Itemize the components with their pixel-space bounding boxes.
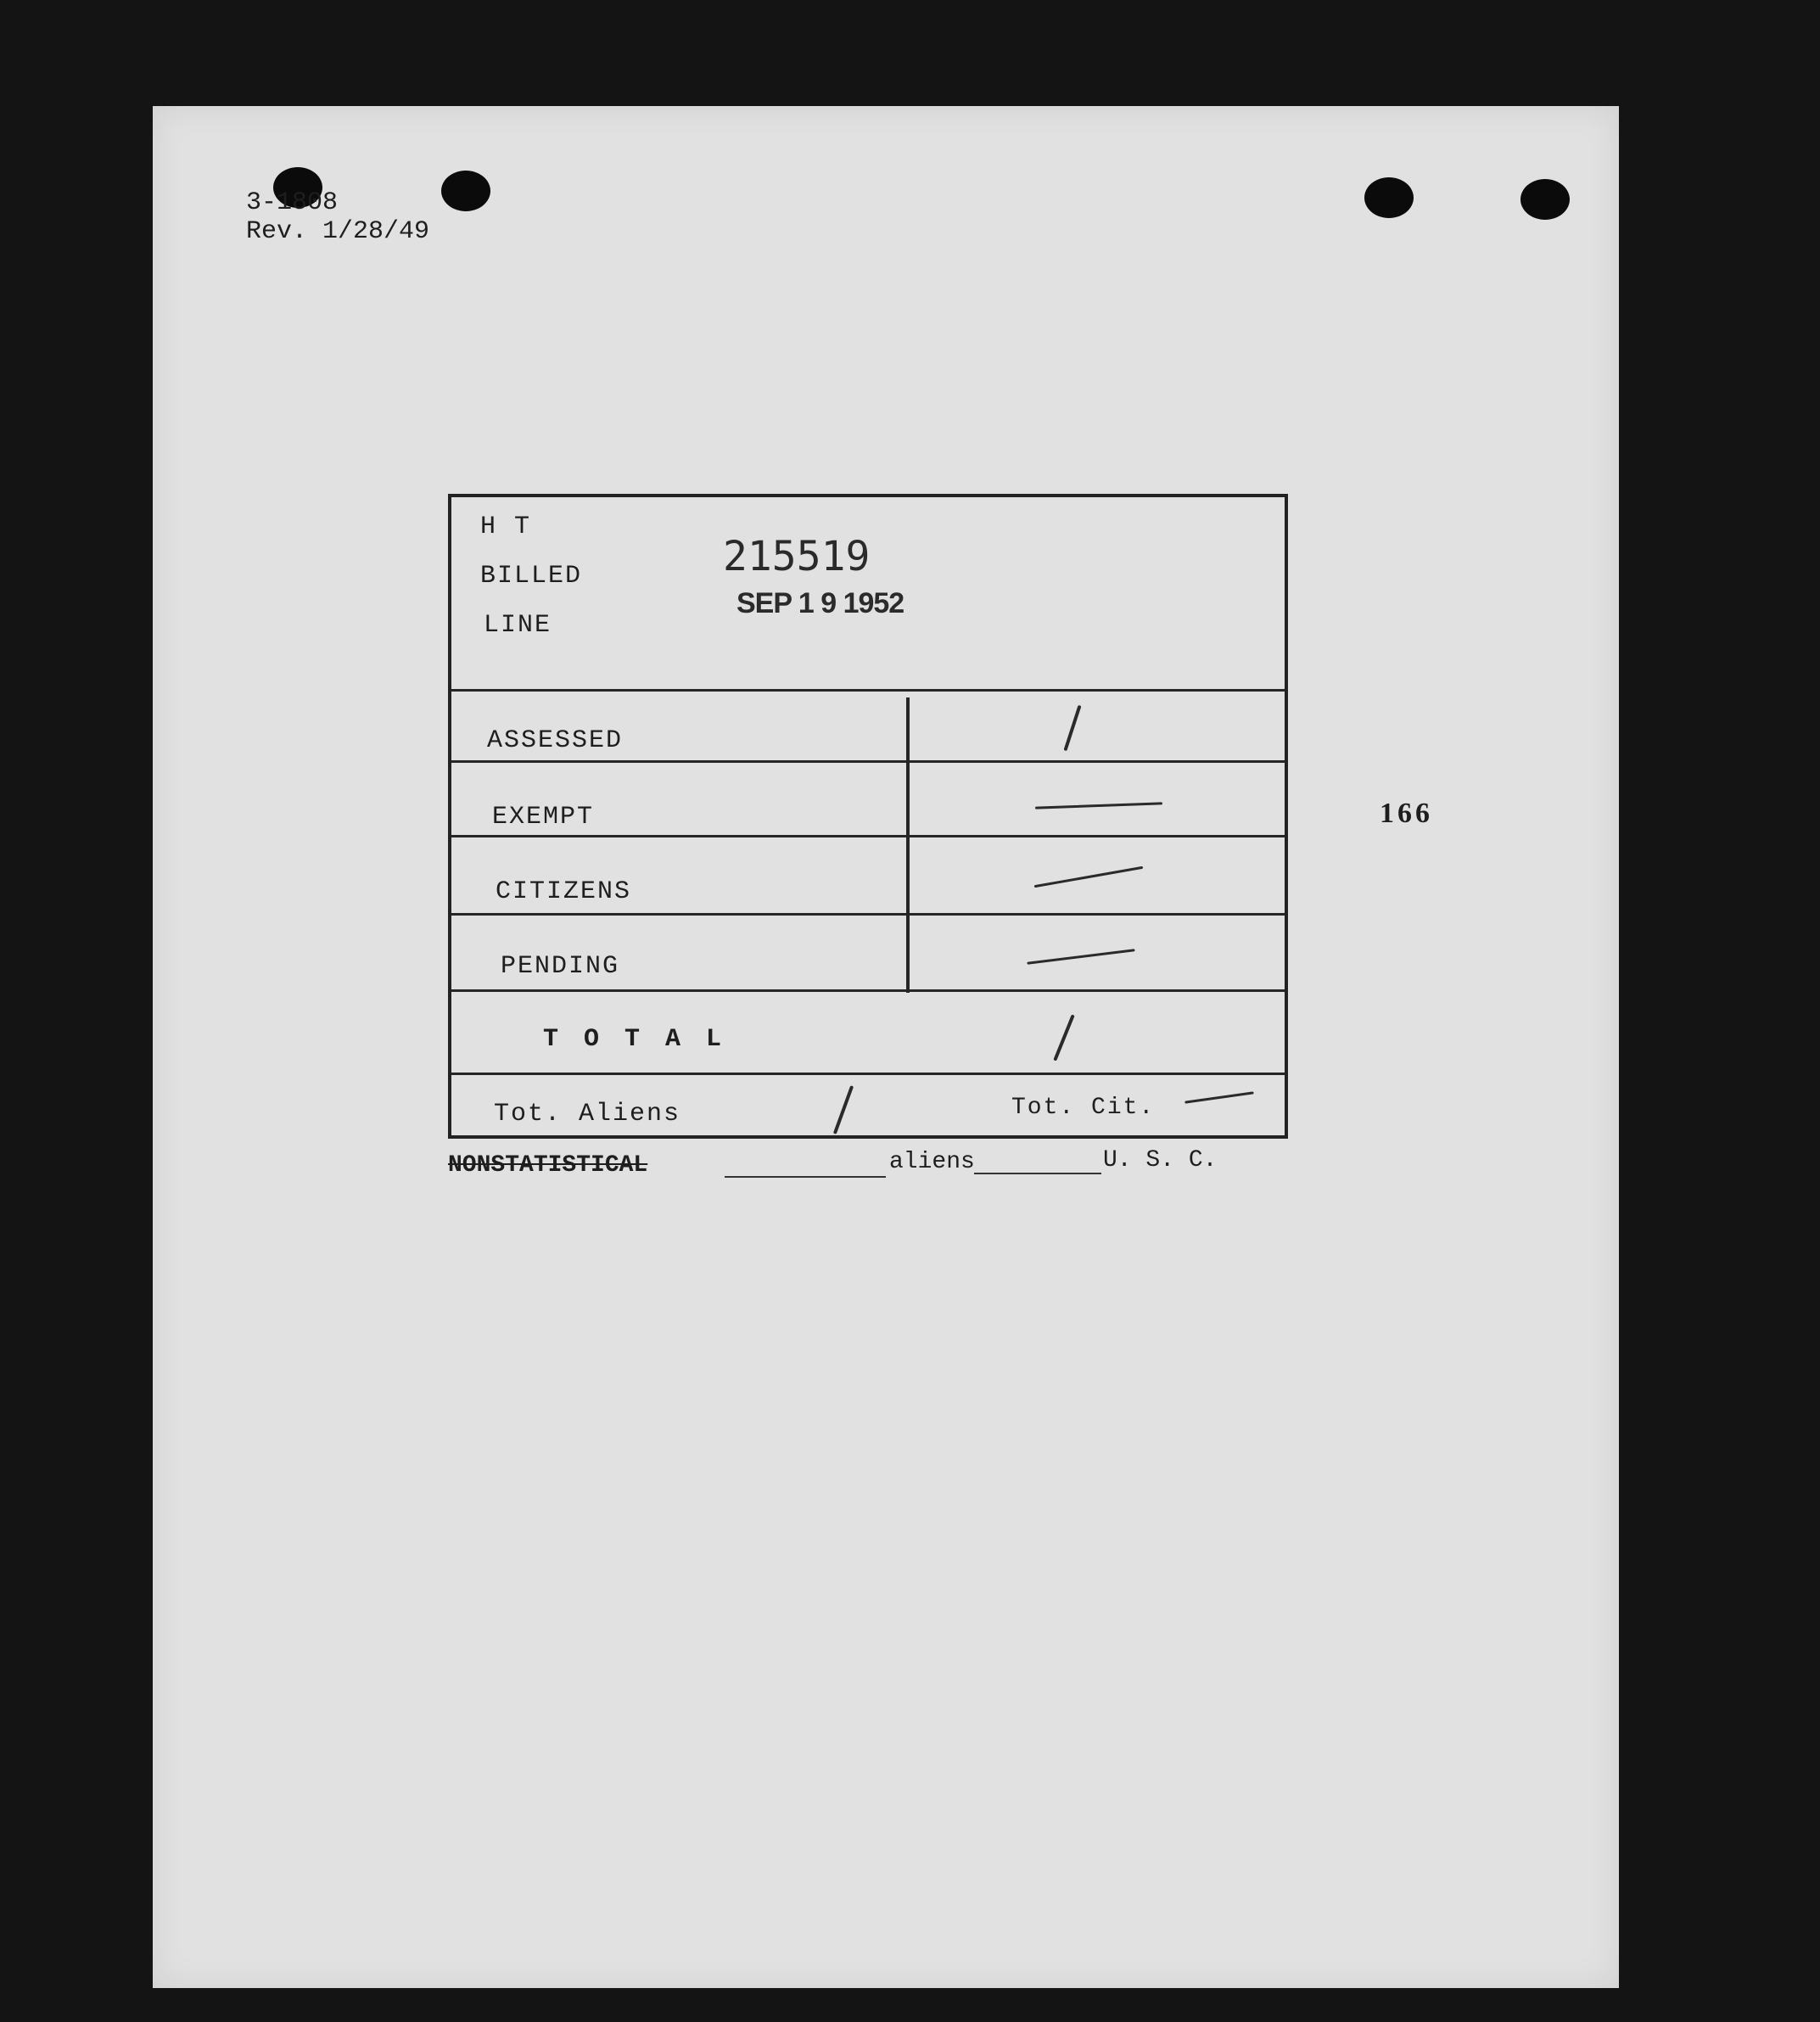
billed-label: BILLED [480,562,583,591]
divider [451,835,1285,837]
stamp-date: SEP 1 9 1952 [736,587,904,619]
row-label-pending: PENDING [501,952,620,981]
punch-hole [441,171,490,211]
tot-cit-label: Tot. Cit. [1011,1095,1156,1121]
divider [451,1073,1285,1075]
divider [451,689,1285,692]
form-number: 3-1808 [246,188,339,217]
tot-aliens-label: Tot. Aliens [494,1100,681,1129]
divider [451,913,1285,916]
divider [451,760,1285,763]
usc-label: U. S. C. [1103,1147,1218,1173]
divider [451,989,1285,992]
total-label: T O T A L [543,1025,727,1054]
nonstatistical-blank [725,1176,886,1178]
nonstatistical-label: NONSTATISTICAL [448,1152,648,1179]
page-number: 166 [1380,798,1433,829]
punch-hole [1520,179,1570,220]
aliens-label: aliens [889,1149,975,1175]
row-label-citizens: CITIZENS [496,877,632,906]
row-label-exempt: EXEMPT [492,803,595,832]
line-label: LINE [484,611,552,640]
stamp-number: 215519 [723,533,871,580]
ht-label: H T [480,513,532,541]
punch-hole [1364,177,1414,218]
aliens-blank [974,1173,1101,1174]
form-revision: Rev. 1/28/49 [246,217,430,246]
row-label-assessed: ASSESSED [487,726,624,755]
column-divider [906,697,910,993]
